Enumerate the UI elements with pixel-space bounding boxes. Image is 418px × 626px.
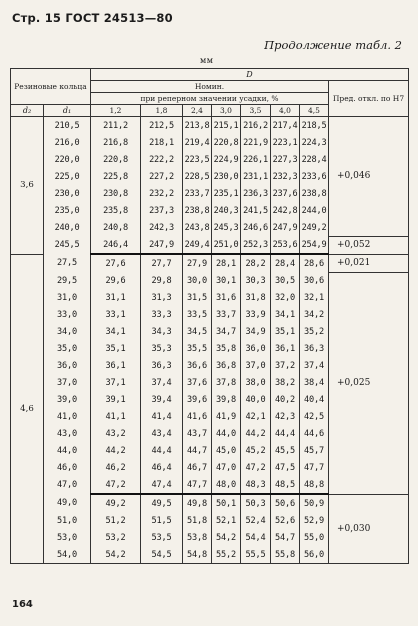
- cell-d1: 43,0: [44, 425, 91, 442]
- cell-D-value: 233,6: [300, 168, 329, 185]
- cell-D-value: 31,8: [241, 289, 271, 306]
- cell-D-value: 220,8: [91, 151, 141, 168]
- cell-D-value: 52,4: [241, 512, 271, 529]
- cell-d1: 27,5: [44, 254, 91, 272]
- cell-D-value: 39,6: [183, 391, 212, 408]
- cell-D-value: 47,2: [91, 476, 141, 494]
- header-rubber-rings: Резиновые кольца: [11, 69, 91, 105]
- cell-limit: +0,025: [329, 272, 409, 494]
- cell-D-value: 33,7: [212, 306, 241, 323]
- cell-D-value: 252,3: [241, 236, 271, 254]
- cell-D-value: 232,3: [271, 168, 300, 185]
- cell-D-value: 216,8: [91, 134, 141, 151]
- cell-D-value: 41,9: [212, 408, 241, 425]
- cell-D-value: 44,0: [212, 425, 241, 442]
- cell-D-value: 242,8: [271, 202, 300, 219]
- cell-D-value: 246,4: [91, 236, 141, 254]
- cell-D-value: 29,8: [141, 272, 183, 289]
- cell-D-value: 240,3: [212, 202, 241, 219]
- cell-D-value: 42,3: [271, 408, 300, 425]
- cell-d1: 41,0: [44, 408, 91, 425]
- cell-D-value: 28,6: [300, 254, 329, 272]
- cell-d1: 39,0: [44, 391, 91, 408]
- cell-D-value: 32,1: [300, 289, 329, 306]
- cell-D-value: 225,8: [91, 168, 141, 185]
- cell-D-value: 35,1: [91, 340, 141, 357]
- cell-D-value: 245,3: [212, 219, 241, 236]
- cell-D-value: 52,6: [271, 512, 300, 529]
- header-d2: d₂: [11, 105, 44, 117]
- header-shrink-2: 2,4: [183, 105, 212, 117]
- cell-D-value: 53,8: [183, 529, 212, 546]
- table-continuation-caption: Продолжение табл. 2: [264, 38, 402, 52]
- cell-d1: 47,0: [44, 476, 91, 494]
- cell-d1: 235,0: [44, 202, 91, 219]
- header-limit: Пред. откл. по H7: [329, 81, 409, 117]
- cell-D-value: 33,9: [241, 306, 271, 323]
- cell-D-value: 40,4: [300, 391, 329, 408]
- cell-D-value: 45,7: [300, 442, 329, 459]
- cell-D-value: 41,1: [91, 408, 141, 425]
- header-nominal: Номин.: [91, 81, 329, 93]
- cell-D-value: 41,6: [183, 408, 212, 425]
- cell-D-value: 45,0: [212, 442, 241, 459]
- cell-D-value: 253,6: [271, 236, 300, 254]
- cell-D-value: 52,1: [212, 512, 241, 529]
- cell-D-value: 237,3: [141, 202, 183, 219]
- table-head: [11, 69, 409, 117]
- cell-D-value: 226,1: [241, 151, 271, 168]
- cell-d2-group: 4,6: [11, 254, 44, 564]
- cell-D-value: 30,0: [183, 272, 212, 289]
- cell-d1: 49,0: [44, 494, 91, 512]
- cell-D-value: 249,2: [300, 219, 329, 236]
- cell-D-value: 41,4: [141, 408, 183, 425]
- table-row: [11, 494, 409, 512]
- cell-D-value: 33,1: [91, 306, 141, 323]
- cell-D-value: 37,2: [271, 357, 300, 374]
- cell-D-value: 220,8: [212, 134, 241, 151]
- cell-D-value: 47,2: [241, 459, 271, 476]
- cell-limit: +0,052: [329, 236, 409, 254]
- cell-D-value: 243,8: [183, 219, 212, 236]
- cell-D-value: 28,2: [241, 254, 271, 272]
- cell-D-value: 44,2: [91, 442, 141, 459]
- cell-D-value: 54,7: [271, 529, 300, 546]
- cell-D-value: 218,1: [141, 134, 183, 151]
- cell-D-value: 221,9: [241, 134, 271, 151]
- cell-D-value: 235,8: [91, 202, 141, 219]
- cell-d1: 240,0: [44, 219, 91, 236]
- cell-D-value: 35,3: [141, 340, 183, 357]
- cell-D-value: 222,2: [141, 151, 183, 168]
- cell-D-value: 213,8: [183, 117, 212, 135]
- units-label: мм: [200, 56, 214, 65]
- cell-D-value: 39,8: [212, 391, 241, 408]
- cell-D-value: 235,1: [212, 185, 241, 202]
- cell-D-value: 51,8: [183, 512, 212, 529]
- cell-d1: 46,0: [44, 459, 91, 476]
- cell-D-value: 246,6: [241, 219, 271, 236]
- cell-D-value: 31,5: [183, 289, 212, 306]
- cell-d1: 44,0: [44, 442, 91, 459]
- cell-D-value: 40,0: [241, 391, 271, 408]
- cell-D-value: 211,2: [91, 117, 141, 135]
- cell-D-value: 50,1: [212, 494, 241, 512]
- cell-D-value: 32,0: [271, 289, 300, 306]
- cell-d1: 51,0: [44, 512, 91, 529]
- cell-D-value: 44,4: [271, 425, 300, 442]
- cell-D-value: 27,9: [183, 254, 212, 272]
- cell-D-value: 244,0: [300, 202, 329, 219]
- cell-D-value: 30,5: [271, 272, 300, 289]
- cell-D-value: 233,7: [183, 185, 212, 202]
- cell-D-value: 34,5: [183, 323, 212, 340]
- cell-D-value: 224,3: [300, 134, 329, 151]
- cell-D-value: 212,5: [141, 117, 183, 135]
- cell-D-value: 54,2: [91, 546, 141, 564]
- cell-D-value: 36,6: [183, 357, 212, 374]
- cell-D-value: 50,6: [271, 494, 300, 512]
- cell-D-value: 223,1: [271, 134, 300, 151]
- cell-D-value: 241,5: [241, 202, 271, 219]
- cell-D-value: 254,9: [300, 236, 329, 254]
- cell-D-value: 34,1: [271, 306, 300, 323]
- cell-D-value: 34,1: [91, 323, 141, 340]
- cell-D-value: 237,6: [271, 185, 300, 202]
- cell-D-value: 52,9: [300, 512, 329, 529]
- cell-D-value: 36,3: [300, 340, 329, 357]
- page-number: 164: [12, 599, 33, 610]
- header-D: D: [91, 69, 409, 81]
- cell-D-value: 249,4: [183, 236, 212, 254]
- cell-d1: 36,0: [44, 357, 91, 374]
- cell-D-value: 49,2: [91, 494, 141, 512]
- cell-D-value: 36,1: [271, 340, 300, 357]
- cell-D-value: 47,0: [212, 459, 241, 476]
- header-shrink-5: 4,0: [271, 105, 300, 117]
- cell-D-value: 35,1: [271, 323, 300, 340]
- cell-D-value: 27,6: [91, 254, 141, 272]
- cell-D-value: 215,1: [212, 117, 241, 135]
- page-header-standard: Стр. 15 ГОСТ 24513—80: [12, 11, 173, 25]
- cell-D-value: 43,4: [141, 425, 183, 442]
- cell-D-value: 39,4: [141, 391, 183, 408]
- cell-D-value: 223,5: [183, 151, 212, 168]
- cell-D-value: 230,8: [91, 185, 141, 202]
- header-at-shrink: при реперном значении усадки, %: [91, 93, 329, 105]
- cell-D-value: 38,2: [271, 374, 300, 391]
- cell-D-value: 34,7: [212, 323, 241, 340]
- cell-d1: 29,5: [44, 272, 91, 289]
- cell-D-value: 53,2: [91, 529, 141, 546]
- cell-D-value: 251,0: [212, 236, 241, 254]
- cell-D-value: 37,0: [241, 357, 271, 374]
- cell-d1: 220,0: [44, 151, 91, 168]
- cell-D-value: 37,1: [91, 374, 141, 391]
- cell-D-value: 56,0: [300, 546, 329, 564]
- cell-D-value: 230,0: [212, 168, 241, 185]
- cell-D-value: 218,5: [300, 117, 329, 135]
- header-shrink-4: 3,5: [241, 105, 271, 117]
- cell-D-value: 34,3: [141, 323, 183, 340]
- cell-D-value: 238,8: [300, 185, 329, 202]
- cell-D-value: 30,3: [241, 272, 271, 289]
- cell-D-value: 231,1: [241, 168, 271, 185]
- cell-D-value: 39,1: [91, 391, 141, 408]
- cell-D-value: 38,0: [241, 374, 271, 391]
- cell-D-value: 31,6: [212, 289, 241, 306]
- cell-D-value: 35,5: [183, 340, 212, 357]
- cell-D-value: 45,5: [271, 442, 300, 459]
- cell-D-value: 34,9: [241, 323, 271, 340]
- cell-D-value: 54,2: [212, 529, 241, 546]
- cell-D-value: 227,2: [141, 168, 183, 185]
- cell-d2-group: 3,6: [11, 117, 44, 255]
- cell-D-value: 30,6: [300, 272, 329, 289]
- cell-D-value: 44,4: [141, 442, 183, 459]
- cell-D-value: 228,4: [300, 151, 329, 168]
- cell-D-value: 28,4: [271, 254, 300, 272]
- cell-D-value: 47,7: [300, 459, 329, 476]
- cell-D-value: 50,9: [300, 494, 329, 512]
- cell-D-value: 216,2: [241, 117, 271, 135]
- cell-D-value: 47,4: [141, 476, 183, 494]
- cell-D-value: 33,5: [183, 306, 212, 323]
- table-row: [11, 117, 409, 135]
- cell-D-value: 55,0: [300, 529, 329, 546]
- cell-D-value: 247,9: [141, 236, 183, 254]
- cell-D-value: 44,6: [300, 425, 329, 442]
- cell-d1: 37,0: [44, 374, 91, 391]
- cell-D-value: 44,2: [241, 425, 271, 442]
- cell-D-value: 37,6: [183, 374, 212, 391]
- cell-D-value: 40,2: [271, 391, 300, 408]
- table-row: [11, 254, 409, 272]
- header-d1: d₁: [44, 105, 91, 117]
- cell-D-value: 48,5: [271, 476, 300, 494]
- cell-D-value: 227,3: [271, 151, 300, 168]
- cell-d1: 216,0: [44, 134, 91, 151]
- cell-D-value: 219,4: [183, 134, 212, 151]
- cell-D-value: 28,1: [212, 254, 241, 272]
- cell-D-value: 240,8: [91, 219, 141, 236]
- cell-D-value: 31,3: [141, 289, 183, 306]
- cell-D-value: 238,8: [183, 202, 212, 219]
- cell-D-value: 29,6: [91, 272, 141, 289]
- cell-D-value: 46,7: [183, 459, 212, 476]
- cell-D-value: 54,5: [141, 546, 183, 564]
- cell-D-value: 224,9: [212, 151, 241, 168]
- cell-limit: +0,030: [329, 494, 409, 564]
- cell-D-value: 36,1: [91, 357, 141, 374]
- header-shrink-1: 1,8: [141, 105, 183, 117]
- header-shrink-6: 4,5: [300, 105, 329, 117]
- header-shrink-0: 1,2: [91, 105, 141, 117]
- cell-D-value: 247,9: [271, 219, 300, 236]
- cell-D-value: 36,8: [212, 357, 241, 374]
- cell-d1: 33,0: [44, 306, 91, 323]
- cell-D-value: 42,5: [300, 408, 329, 425]
- cell-d1: 34,0: [44, 323, 91, 340]
- cell-D-value: 228,5: [183, 168, 212, 185]
- cell-d1: 230,0: [44, 185, 91, 202]
- cell-D-value: 38,4: [300, 374, 329, 391]
- cell-D-value: 35,8: [212, 340, 241, 357]
- cell-D-value: 49,5: [141, 494, 183, 512]
- cell-d1: 35,0: [44, 340, 91, 357]
- cell-D-value: 44,7: [183, 442, 212, 459]
- table-row: [11, 272, 409, 289]
- cell-D-value: 55,5: [241, 546, 271, 564]
- cell-D-value: 31,1: [91, 289, 141, 306]
- cell-D-value: 42,1: [241, 408, 271, 425]
- cell-D-value: 37,8: [212, 374, 241, 391]
- cell-D-value: 45,2: [241, 442, 271, 459]
- cell-d1: 53,0: [44, 529, 91, 546]
- cell-D-value: 242,3: [141, 219, 183, 236]
- cell-D-value: 48,8: [300, 476, 329, 494]
- cell-D-value: 55,8: [271, 546, 300, 564]
- cell-D-value: 46,4: [141, 459, 183, 476]
- table-body: [11, 117, 409, 564]
- cell-d1: 54,0: [44, 546, 91, 564]
- cell-D-value: 37,4: [300, 357, 329, 374]
- cell-D-value: 43,2: [91, 425, 141, 442]
- cell-D-value: 54,8: [183, 546, 212, 564]
- cell-d1: 245,5: [44, 236, 91, 254]
- cell-D-value: 53,5: [141, 529, 183, 546]
- cell-D-value: 46,2: [91, 459, 141, 476]
- cell-D-value: 47,5: [271, 459, 300, 476]
- cell-D-value: 236,3: [241, 185, 271, 202]
- table-row: [11, 236, 409, 254]
- cell-D-value: 35,2: [300, 323, 329, 340]
- cell-D-value: 37,4: [141, 374, 183, 391]
- cell-D-value: 27,7: [141, 254, 183, 272]
- cell-D-value: 48,3: [241, 476, 271, 494]
- cell-D-value: 49,8: [183, 494, 212, 512]
- cell-D-value: 43,7: [183, 425, 212, 442]
- cell-D-value: 51,2: [91, 512, 141, 529]
- cell-D-value: 30,1: [212, 272, 241, 289]
- cell-limit: +0,046: [329, 117, 409, 237]
- cell-D-value: 232,2: [141, 185, 183, 202]
- cell-limit: +0,021: [329, 254, 409, 272]
- cell-D-value: 48,0: [212, 476, 241, 494]
- cell-d1: 210,5: [44, 117, 91, 135]
- cell-d1: 31,0: [44, 289, 91, 306]
- cell-D-value: 33,3: [141, 306, 183, 323]
- cell-D-value: 50,3: [241, 494, 271, 512]
- cell-D-value: 36,3: [141, 357, 183, 374]
- header-shrink-3: 3,0: [212, 105, 241, 117]
- cell-D-value: 51,5: [141, 512, 183, 529]
- cell-D-value: 47,7: [183, 476, 212, 494]
- cell-d1: 225,0: [44, 168, 91, 185]
- cell-D-value: 217,4: [271, 117, 300, 135]
- dimensions-table: [10, 68, 409, 564]
- cell-D-value: 36,0: [241, 340, 271, 357]
- cell-D-value: 54,4: [241, 529, 271, 546]
- cell-D-value: 34,2: [300, 306, 329, 323]
- cell-D-value: 55,2: [212, 546, 241, 564]
